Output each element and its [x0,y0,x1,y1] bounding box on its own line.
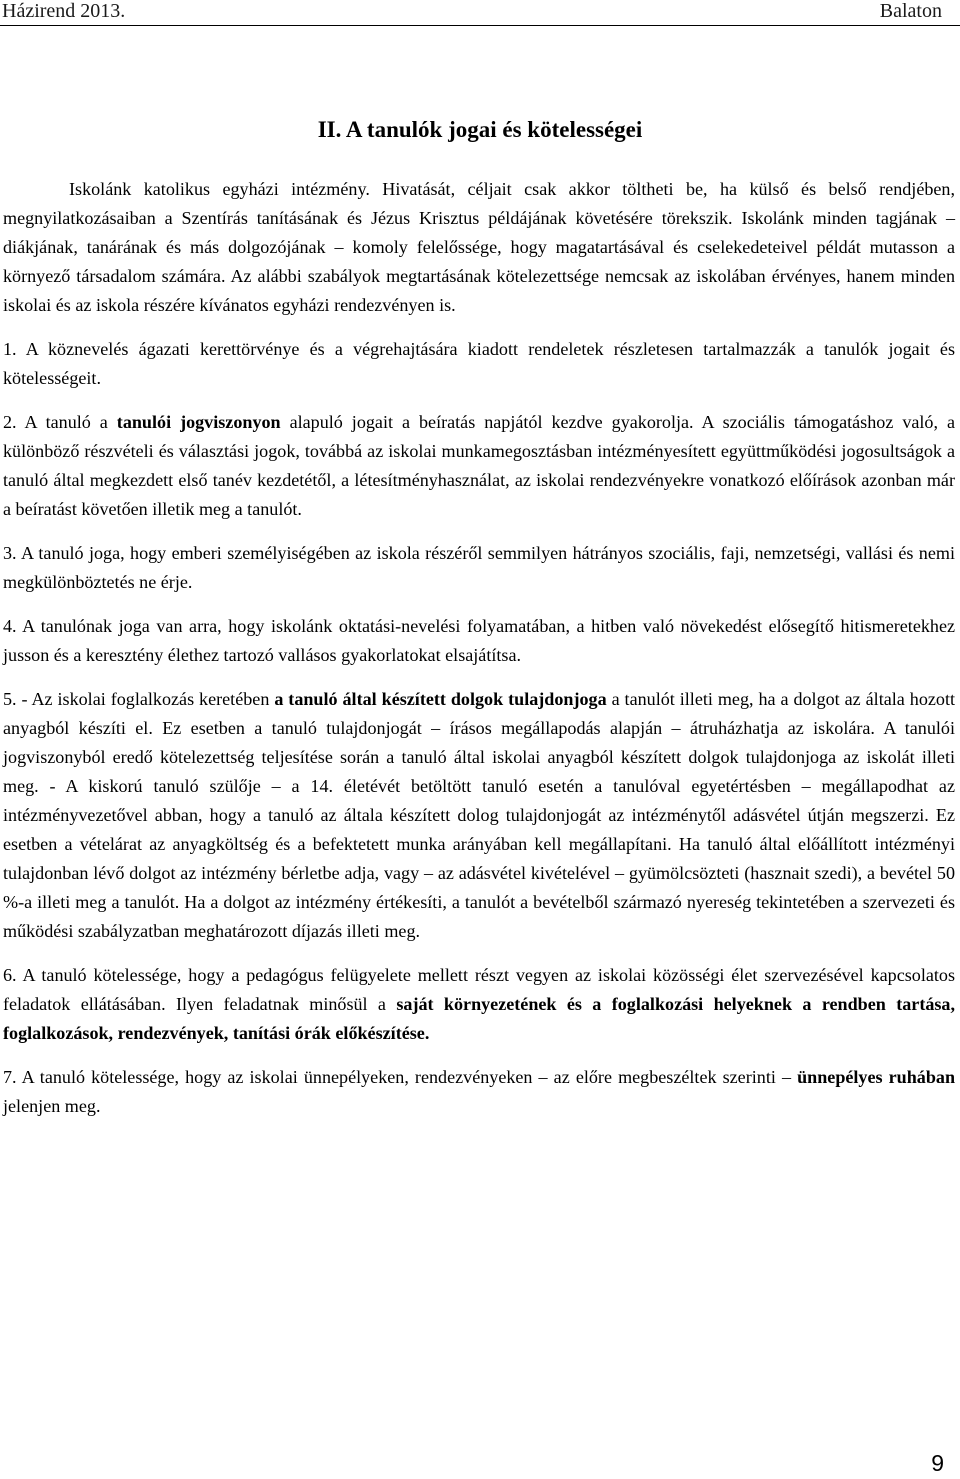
paragraph-5-text-a: 5. - Az iskolai foglalkozás keretében [3,689,275,709]
section-title: II. A tanulók jogai és kötelességei [317,117,643,142]
paragraph-6-bold: saját környezetének és a foglalkozási helyeknek a rendben tartása, foglalkozások, rendezvények, tanítási órák előkészítése. [3,994,956,1043]
intro-text-1: Iskolánk katolikus egyházi intézmény. Hivatását, céljait csak akkor töltheti be, ha külső és belső rendjében, megnyilatkozásaiban a Szentírás tanításának és Jézus Krisztus példájának követésére törekszik. [3,179,955,228]
paragraph-2-bold: tanulói jogviszonyon [116,412,281,432]
paragraph-7-text-a: 7. A tanuló kötelessége, hogy az iskolai ünnepélyeken, rendezvényeken – az előre megbeszéltek szerinti – [3,1067,798,1087]
header-school-name: Balaton [879,0,942,22]
intro-paragraph [3,175,955,320]
document-body [3,175,955,1121]
intro-text-2: Iskolánk minden tagjának – diákjának, tanárának és más dolgozójának – komoly felelőssége, hogy magatartásával és cselekedeteivel példát mutasson a környező társadalom számára. Az alábbi szabályok megtartásának kötelezettsége nemcsak az iskolában érvényes, hanem minden iskolai és az iskola részére kívánatos egyházi rendezvényen is. [3,208,956,315]
paragraph-7 [3,1063,955,1121]
header-document-title: Házirend 2013. [2,0,126,22]
paragraph-6 [3,961,955,1048]
paragraph-2 [3,408,955,524]
paragraph-1: 1. A köznevelés ágazati kerettörvénye és a végrehajtására kiadott rendeletek részletesen tartalmazzák a tanulók jogait és kötelességeit. [3,339,955,388]
page-number: 9 [931,1450,944,1476]
paragraph-2-text-c: alapuló jogait a beíratás napjától kezdve gyakorolja. A szociális támogatáshoz való, a különböző részvételi és választási jogok, továbbá az iskolai munkamegosztásban intézményesített együttműködési jogosultságok a tanuló által megkezdett első tanév kezdetétől, a létesítményhasználat, az iskolai rendezvényekre vonatkozó előírások azonban már a beíratást követően illetik meg a tanulót. [3,412,956,519]
paragraph-4: 4. A tanulónak joga van arra, hogy iskolánk oktatási-nevelési folyamatában, a hitben való növekedést elősegítő hitismeretekhez jusson és a keresztény élethez tartozó vallásos gyakorlatokat elsajátítsa. [3,616,955,665]
paragraph-6-text-a: 6. A tanuló kötelessége, hogy a pedagógus felügyelete mellett részt vegyen az iskolai közösségi élet szervezésével kapcsolatos feladatok ellátásában. Ilyen feladatnak minősül a [3,965,955,1014]
page-header [0,0,960,26]
header-rule [0,25,960,26]
paragraph-2-text-a: 2. A tanuló a [3,412,117,432]
paragraph-5 [3,685,955,946]
paragraph-5-text-c: a tanulót illeti meg, ha a dolgot az általa hozott anyagból készíti el. Ez esetben a tanuló tulajdonjogát – írásos megállapodás alapján – átruházhatja az iskolára. A tanulói jogviszonyból eredő kötelezettség teljesítése során a tanuló által iskolai anyagból készített dolgok tulajdonjoga az iskolát illeti meg. - A kiskorú tanuló szülője – a 14. életévét betöltött tanuló esetén a tanulóval egyetértésben – megállapodhat az intézményvezetővel abban, hogy a tanuló az általa készített dolog tulajdonjogát az intézménytől adásvétel útján megszerzi. Ez esetben a vételárat az anyagköltség és a befektetett munka arányában kell megállapítani. Ha tanuló által előállított intézményi tulajdonban lévő dolgot az intézmény bérletbe adja, vagy – az adásvétel kivételével – gyümölcsözteti (hasznait szedi), a bevétel 50 %-a illeti meg a tanulót. Ha a dolgot az intézmény értékesíti, a tanulót a bevételből származó nyereség tekintetében a szervezeti és működési szabályzatban meghatározott díjazás illeti meg. [3,689,955,941]
paragraph-7-text-c: jelenjen meg. [3,1096,101,1116]
paragraph-3: 3. A tanuló joga, hogy emberi személyiségében az iskola részéről semmilyen hátrányos szociális, faji, nemzetségi, vallási és nemi megkülönböztetés ne érje. [3,543,955,592]
paragraph-5-bold: a tanuló által készített dolgok tulajdonjoga [274,689,607,709]
paragraph-7-bold: ünnepélyes ruhában [797,1067,956,1087]
